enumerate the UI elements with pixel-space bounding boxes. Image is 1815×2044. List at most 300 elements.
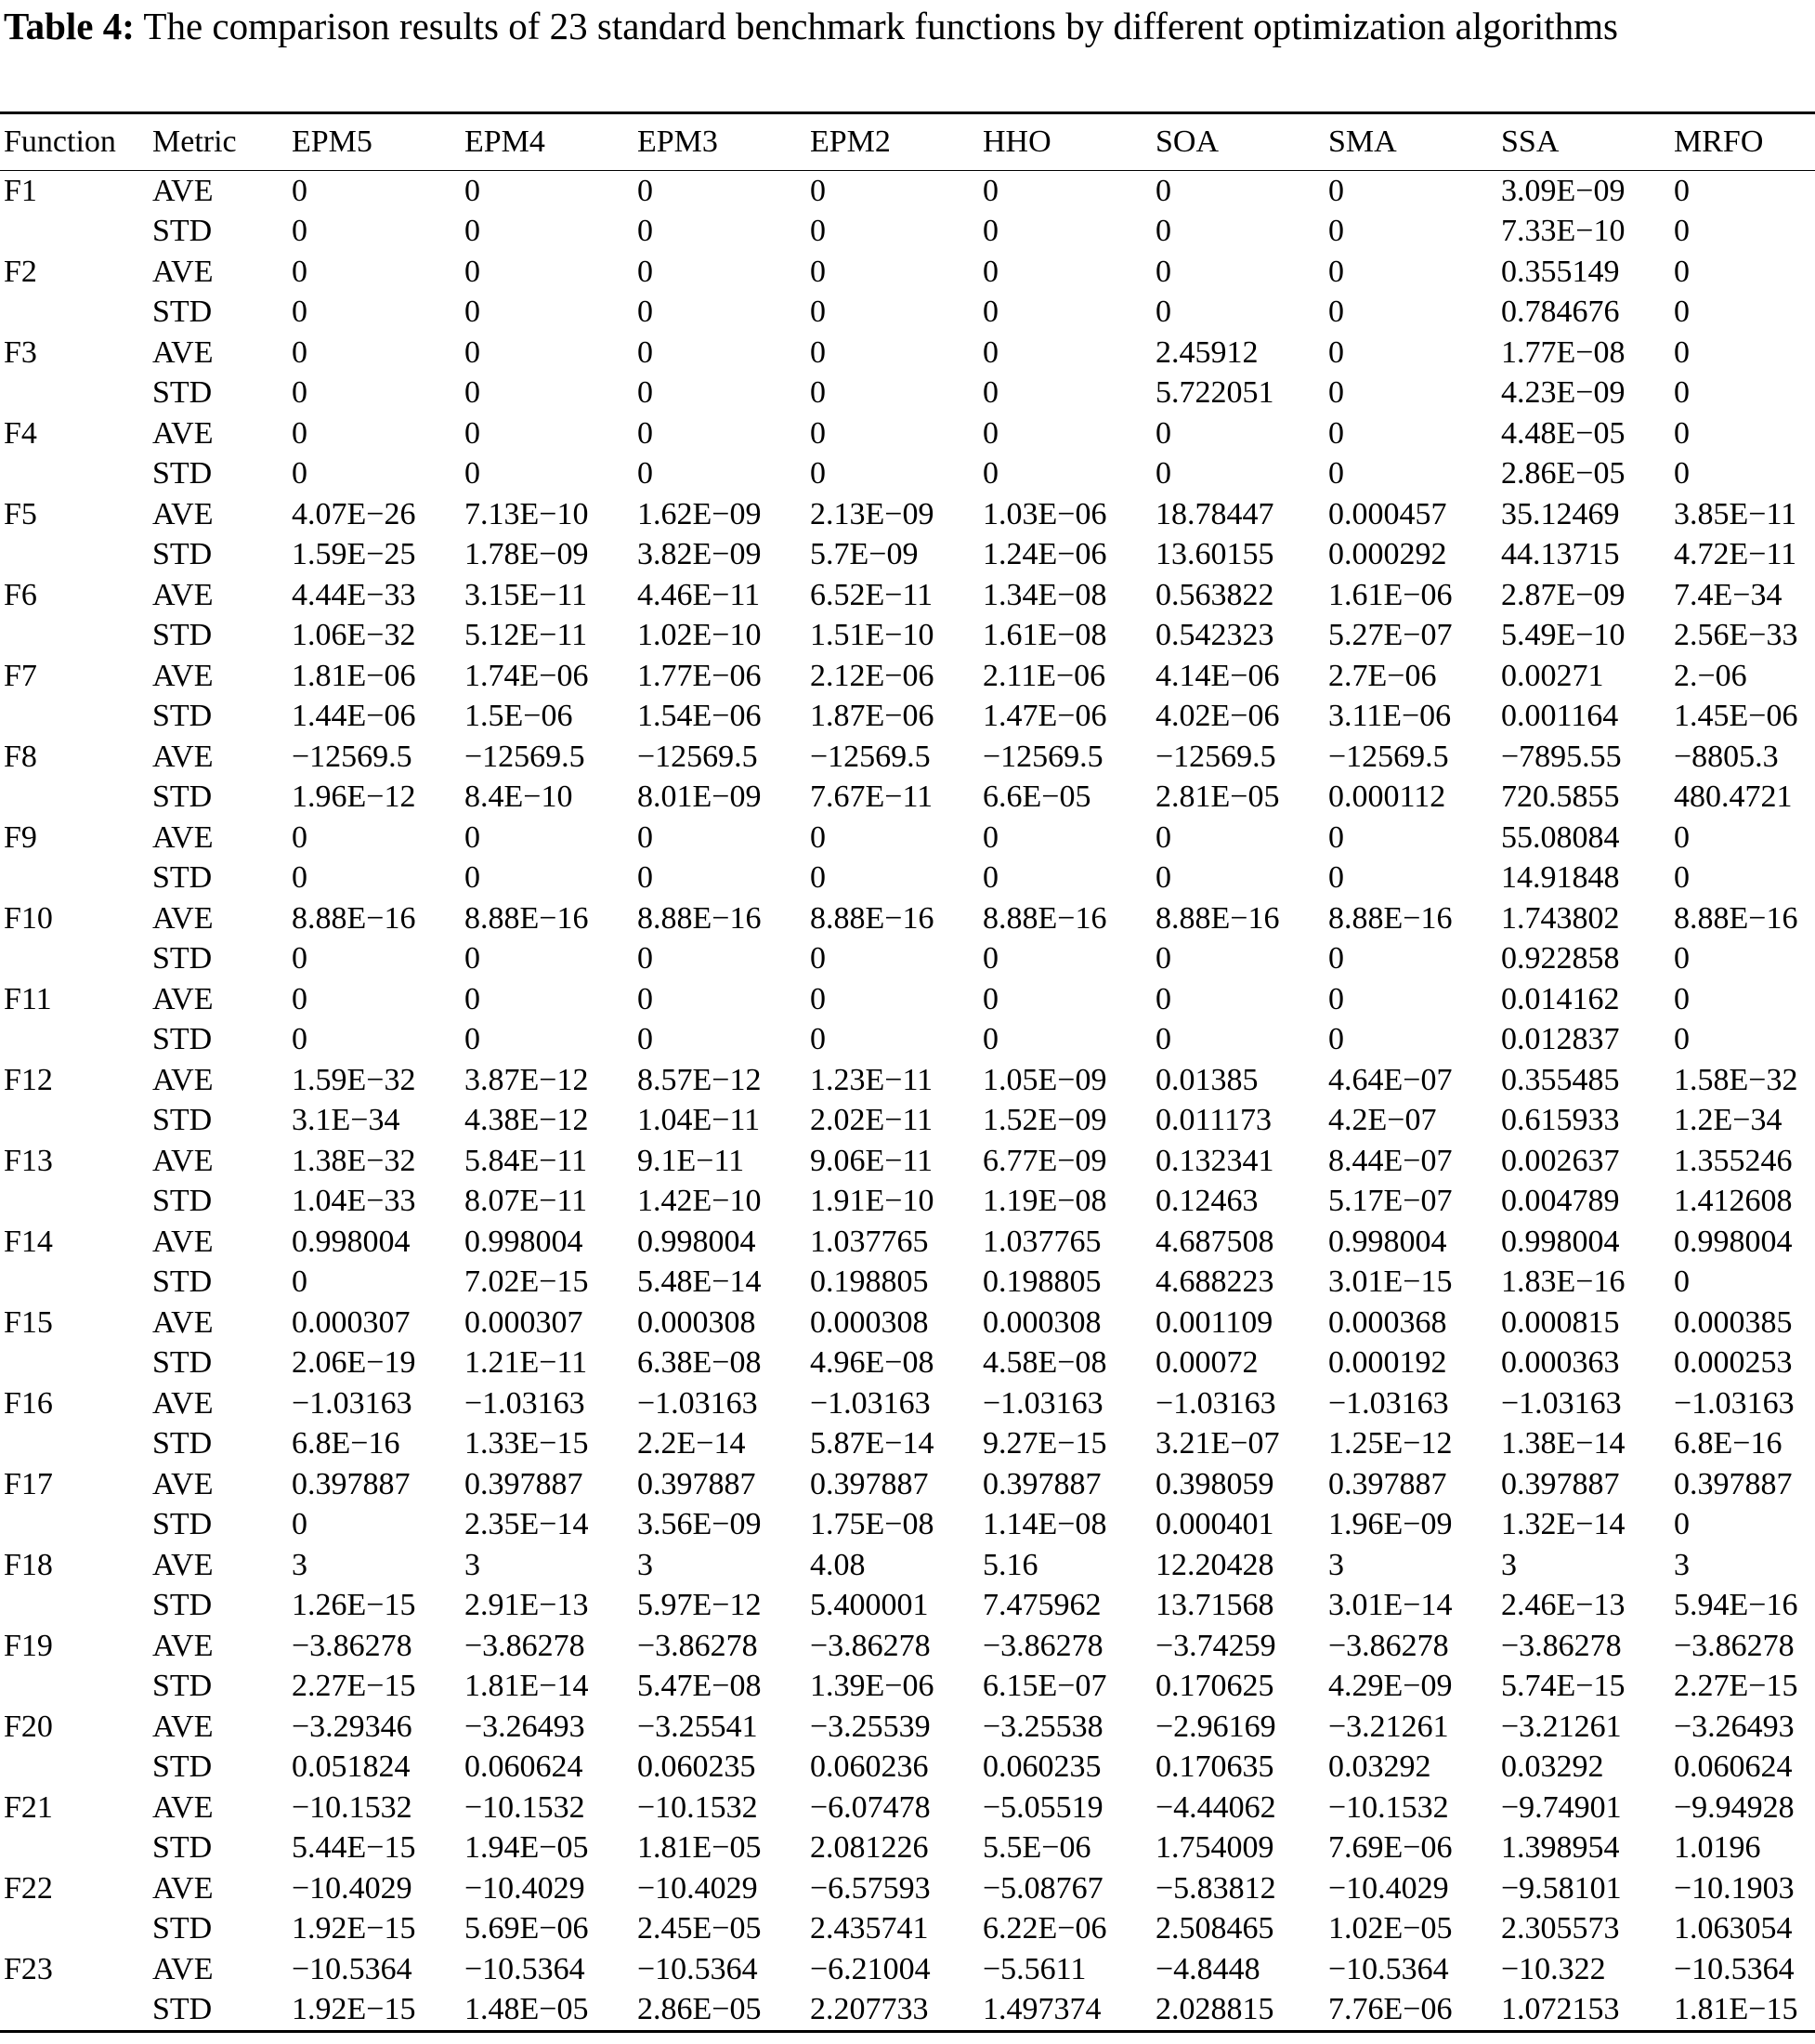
value-cell: 0.784676 — [1501, 295, 1620, 330]
value-cell: 0 — [1674, 1507, 1690, 1542]
value-cell: 5.49E−10 — [1501, 618, 1626, 653]
value-cell: 6.38E−08 — [637, 1345, 762, 1381]
value-cell: 5.12E−11 — [464, 618, 588, 653]
value-cell: 0 — [983, 860, 999, 896]
metric-cell: AVE — [152, 173, 214, 208]
table-row — [0, 494, 1815, 535]
value-cell: 0 — [1328, 1022, 1344, 1057]
value-cell: 0 — [1674, 456, 1690, 491]
table-row — [0, 1949, 1815, 1990]
value-cell: 2.27E−15 — [292, 1669, 416, 1704]
value-cell: 0.998004 — [292, 1224, 411, 1259]
value-cell: 4.58E−08 — [983, 1345, 1107, 1381]
value-cell: 3 — [1674, 1547, 1690, 1582]
value-cell: 2.46E−13 — [1501, 1588, 1626, 1623]
value-cell: 1.77E−08 — [1501, 334, 1626, 370]
table-row — [0, 252, 1815, 293]
function-name-cell: F20 — [4, 1709, 53, 1744]
value-cell: 3.09E−09 — [1501, 173, 1626, 208]
function-name-cell: F1 — [4, 173, 37, 208]
results-table — [0, 111, 1815, 2033]
table-row — [0, 1990, 1815, 2032]
table-row — [0, 1424, 1815, 1465]
value-cell: 0 — [292, 860, 307, 896]
value-cell: 0.397887 — [983, 1466, 1102, 1501]
value-cell: 1.25E−12 — [1328, 1426, 1453, 1461]
value-cell: 0 — [1156, 1022, 1171, 1057]
table-row — [0, 413, 1815, 454]
table-row — [0, 293, 1815, 334]
metric-cell: STD — [152, 1588, 213, 1623]
value-cell: 2.11E−06 — [983, 658, 1106, 693]
value-cell: 3.01E−15 — [1328, 1264, 1453, 1300]
value-cell: −3.21261 — [1328, 1709, 1449, 1744]
value-cell: 0 — [983, 981, 999, 1016]
metric-cell: STD — [152, 860, 213, 896]
table-row — [0, 1464, 1815, 1505]
table-row — [0, 212, 1815, 253]
value-cell: 3.1E−34 — [292, 1103, 400, 1138]
value-cell: 1.94E−05 — [464, 1830, 589, 1866]
table-row — [0, 979, 1815, 1020]
value-cell: 0.060235 — [637, 1749, 756, 1785]
function-name-cell — [0, 939, 149, 980]
value-cell: −5.05519 — [983, 1789, 1103, 1825]
value-cell: 0 — [637, 295, 653, 330]
value-cell: −10.1903 — [1674, 1870, 1795, 1906]
value-cell: 0 — [292, 981, 307, 1016]
value-cell: −3.86278 — [983, 1628, 1103, 1663]
value-cell: 3.01E−14 — [1328, 1588, 1453, 1623]
value-cell: 1.743802 — [1501, 900, 1620, 936]
value-cell: 0 — [1156, 456, 1171, 491]
value-cell: −6.07478 — [810, 1789, 931, 1825]
value-cell: 0 — [983, 941, 999, 976]
metric-cell: AVE — [152, 739, 214, 774]
value-cell: 0 — [1674, 941, 1690, 976]
value-cell: 1.44E−06 — [292, 699, 416, 734]
value-cell: 5.84E−11 — [464, 1143, 588, 1178]
table-row — [0, 1586, 1815, 1627]
value-cell: 14.91848 — [1501, 860, 1620, 896]
value-cell: 2.508465 — [1156, 1911, 1274, 1946]
value-cell: 1.037765 — [810, 1224, 929, 1259]
value-cell: 2.081226 — [810, 1830, 929, 1866]
value-cell: −1.03163 — [810, 1385, 931, 1421]
value-cell: −10.4029 — [464, 1870, 585, 1906]
value-cell: −10.1532 — [292, 1789, 412, 1825]
value-cell: −3.25539 — [810, 1709, 931, 1744]
metric-cell: STD — [152, 1184, 213, 1219]
value-cell: 4.2E−07 — [1328, 1103, 1437, 1138]
value-cell: 0 — [637, 456, 653, 491]
value-cell: −1.03163 — [1156, 1385, 1276, 1421]
value-cell: 8.57E−12 — [637, 1062, 762, 1097]
value-cell: −10.1532 — [637, 1789, 758, 1825]
value-cell: 0.011173 — [1156, 1103, 1272, 1138]
value-cell: 1.81E−06 — [292, 658, 416, 693]
value-cell: 0 — [292, 456, 307, 491]
value-cell: 2.435741 — [810, 1911, 929, 1946]
value-cell: 0 — [292, 375, 307, 411]
value-cell: 1.62E−09 — [637, 496, 762, 531]
value-cell: −5.83812 — [1156, 1870, 1276, 1906]
value-cell: −3.25538 — [983, 1709, 1103, 1744]
value-cell: 0 — [464, 860, 480, 896]
metric-cell: STD — [152, 1669, 213, 1704]
value-cell: 0.01385 — [1156, 1062, 1259, 1097]
value-cell: 0 — [637, 819, 653, 855]
value-cell: 5.47E−08 — [637, 1669, 762, 1704]
value-cell: 4.38E−12 — [464, 1103, 589, 1138]
value-cell: 4.687508 — [1156, 1224, 1274, 1259]
function-name-cell — [0, 293, 149, 334]
value-cell: 0 — [810, 415, 826, 451]
metric-cell: STD — [152, 1507, 213, 1542]
function-name-cell — [0, 1182, 149, 1223]
value-cell: 1.96E−09 — [1328, 1507, 1453, 1542]
value-cell: 0 — [1328, 456, 1344, 491]
value-cell: 0 — [1156, 415, 1171, 451]
value-cell: 7.02E−15 — [464, 1264, 589, 1300]
value-cell: 6.52E−11 — [810, 577, 934, 612]
metric-cell: AVE — [152, 334, 214, 370]
value-cell: 8.4E−10 — [464, 780, 573, 815]
value-cell: 0 — [810, 456, 826, 491]
value-cell: −10.1532 — [1328, 1789, 1449, 1825]
value-cell: 1.04E−33 — [292, 1184, 416, 1219]
value-cell: 0 — [292, 254, 307, 289]
value-cell: 0.000308 — [637, 1304, 756, 1340]
value-cell: 0 — [292, 295, 307, 330]
value-cell: 0.397887 — [1501, 1466, 1620, 1501]
metric-cell: STD — [152, 1022, 213, 1057]
value-cell: 0 — [1156, 819, 1171, 855]
value-cell: 0 — [1156, 981, 1171, 1016]
value-cell: 5.7E−09 — [810, 537, 919, 572]
function-name-cell: F12 — [4, 1062, 53, 1097]
value-cell: 0.170625 — [1156, 1669, 1274, 1704]
function-name-cell — [0, 1748, 149, 1788]
value-cell: −10.1532 — [464, 1789, 585, 1825]
table-row — [0, 778, 1815, 819]
value-cell: 2.2E−14 — [637, 1426, 746, 1461]
value-cell: 0.615933 — [1501, 1103, 1620, 1138]
value-cell: 2.81E−05 — [1156, 780, 1280, 815]
value-cell: 35.12469 — [1501, 496, 1620, 531]
value-cell: 2.06E−19 — [292, 1345, 416, 1381]
value-cell: 4.46E−11 — [637, 577, 761, 612]
value-cell: 5.16 — [983, 1547, 1038, 1582]
value-cell: 5.17E−07 — [1328, 1184, 1453, 1219]
column-header: EPM4 — [461, 113, 633, 171]
function-name-cell: F5 — [4, 496, 37, 531]
value-cell: −6.57593 — [810, 1870, 931, 1906]
value-cell: 0 — [983, 254, 999, 289]
value-cell: 0 — [1674, 173, 1690, 208]
value-cell: −10.322 — [1501, 1951, 1606, 1986]
function-name-cell: F8 — [4, 739, 37, 774]
metric-cell: STD — [152, 295, 213, 330]
value-cell: 1.072153 — [1497, 1990, 1670, 2032]
value-cell: 0 — [810, 214, 826, 249]
value-cell: 7.76E−06 — [1325, 1990, 1497, 2032]
value-cell: 1.38E−14 — [1501, 1426, 1626, 1461]
value-cell: 8.44E−07 — [1328, 1143, 1453, 1178]
value-cell: 3.82E−09 — [637, 537, 762, 572]
metric-cell: AVE — [152, 1385, 214, 1421]
metric-cell: AVE — [152, 1547, 214, 1582]
value-cell: 0 — [1156, 214, 1171, 249]
function-name-cell: F4 — [4, 415, 37, 451]
value-cell: 4.14E−06 — [1156, 658, 1280, 693]
value-cell: 8.88E−16 — [1156, 900, 1280, 936]
metric-cell: AVE — [152, 981, 214, 1016]
value-cell: 1.58E−32 — [1674, 1062, 1798, 1097]
value-cell: 0.998004 — [1328, 1224, 1447, 1259]
value-cell: 0 — [810, 375, 826, 411]
value-cell: 0.12463 — [1156, 1184, 1259, 1219]
value-cell: 0.397887 — [1328, 1466, 1447, 1501]
value-cell: −10.5364 — [637, 1951, 758, 1986]
value-cell: 0.998004 — [464, 1224, 583, 1259]
value-cell: 1.59E−25 — [292, 537, 416, 572]
value-cell: 0 — [637, 1022, 653, 1057]
value-cell: −5.08767 — [983, 1870, 1103, 1906]
value-cell: 8.88E−16 — [810, 900, 934, 936]
value-cell: 7.4E−34 — [1674, 577, 1782, 612]
value-cell: 2.305573 — [1501, 1911, 1620, 1946]
value-cell: 3 — [1328, 1547, 1344, 1582]
function-name-cell — [0, 1828, 149, 1869]
value-cell: −3.86278 — [1328, 1628, 1449, 1663]
value-cell: 0 — [637, 334, 653, 370]
value-cell: −3.86278 — [637, 1628, 758, 1663]
value-cell: −8805.3 — [1674, 739, 1779, 774]
function-name-cell: F9 — [4, 819, 37, 855]
value-cell: −2.96169 — [1156, 1709, 1276, 1744]
column-header: SMA — [1325, 113, 1497, 171]
function-name-cell — [0, 535, 149, 576]
value-cell: 3.85E−11 — [1674, 496, 1797, 531]
value-cell: 5.722051 — [1156, 375, 1274, 411]
value-cell: 0 — [1156, 254, 1171, 289]
metric-cell: STD — [149, 1990, 288, 2032]
metric-cell: AVE — [152, 1062, 214, 1097]
value-cell: 1.61E−08 — [983, 618, 1107, 653]
value-cell: 0 — [1328, 214, 1344, 249]
value-cell: 9.06E−11 — [810, 1143, 934, 1178]
value-cell: −3.26493 — [1674, 1709, 1795, 1744]
function-name-cell: F22 — [4, 1870, 53, 1906]
value-cell: 1.51E−10 — [810, 618, 934, 653]
value-cell: 0.397887 — [292, 1466, 411, 1501]
column-header: EPM5 — [288, 113, 461, 171]
function-name-cell: F18 — [4, 1547, 53, 1582]
value-cell: −1.03163 — [983, 1385, 1103, 1421]
value-cell: 1.81E−15 — [1670, 1990, 1815, 2032]
metric-cell: STD — [152, 618, 213, 653]
value-cell: 4.96E−08 — [810, 1345, 934, 1381]
metric-cell: STD — [152, 780, 213, 815]
value-cell: 6.77E−09 — [983, 1143, 1107, 1178]
value-cell: 0 — [464, 295, 480, 330]
table-row — [0, 616, 1815, 657]
value-cell: 0.563822 — [1156, 577, 1274, 612]
value-cell: −1.03163 — [464, 1385, 585, 1421]
value-cell: 6.8E−16 — [1674, 1426, 1782, 1461]
value-cell: −1.03163 — [292, 1385, 412, 1421]
value-cell: 0 — [464, 334, 480, 370]
value-cell: 2.13E−09 — [810, 496, 934, 531]
value-cell: −1.03163 — [637, 1385, 758, 1421]
value-cell: −1.03163 — [1674, 1385, 1795, 1421]
value-cell: 6.6E−05 — [983, 780, 1091, 815]
value-cell: 0 — [292, 1264, 307, 1300]
metric-cell: AVE — [152, 819, 214, 855]
value-cell: 480.4721 — [1674, 780, 1793, 815]
value-cell: 0 — [1328, 334, 1344, 370]
value-cell: −9.94928 — [1674, 1789, 1795, 1825]
value-cell: 1.0196 — [1674, 1830, 1761, 1866]
value-cell: 1.47E−06 — [983, 699, 1107, 734]
value-cell: 1.037765 — [983, 1224, 1102, 1259]
table-row — [0, 454, 1815, 495]
value-cell: 2.56E−33 — [1674, 618, 1798, 653]
metric-cell: AVE — [152, 1304, 214, 1340]
column-header: SSA — [1497, 113, 1670, 171]
metric-cell: AVE — [152, 1224, 214, 1259]
value-cell: 1.23E−11 — [810, 1062, 934, 1097]
function-name-cell: F2 — [4, 254, 37, 289]
value-cell: 0.000192 — [1328, 1345, 1447, 1381]
value-cell: 0 — [637, 860, 653, 896]
value-cell: −10.5364 — [464, 1951, 585, 1986]
value-cell: 0.004789 — [1501, 1184, 1620, 1219]
value-cell: 0 — [1328, 819, 1344, 855]
value-cell: 2.028815 — [1152, 1990, 1325, 2032]
value-cell: 0 — [810, 173, 826, 208]
value-cell: 0 — [464, 819, 480, 855]
metric-cell: AVE — [152, 1951, 214, 1986]
value-cell: −3.86278 — [292, 1628, 412, 1663]
function-name-cell: F6 — [4, 577, 37, 612]
value-cell: 0.000308 — [983, 1304, 1102, 1340]
value-cell: 0.000308 — [810, 1304, 929, 1340]
column-header: EPM2 — [806, 113, 979, 171]
value-cell: 0.00072 — [1156, 1345, 1259, 1381]
value-cell: 5.94E−16 — [1674, 1588, 1798, 1623]
value-cell: 1.412608 — [1674, 1184, 1793, 1219]
value-cell: 0.001164 — [1501, 699, 1619, 734]
function-name-cell — [0, 858, 149, 899]
table-row — [0, 697, 1815, 738]
function-name-cell — [0, 1909, 149, 1950]
function-name-cell: F15 — [4, 1304, 53, 1340]
value-cell: 4.07E−26 — [292, 496, 416, 531]
metric-cell: AVE — [152, 1709, 214, 1744]
table-row — [0, 858, 1815, 899]
value-cell: 0.922858 — [1501, 941, 1620, 976]
value-cell: −10.4029 — [1328, 1870, 1449, 1906]
value-cell: 0 — [983, 334, 999, 370]
value-cell: 1.96E−12 — [292, 780, 416, 815]
value-cell: 2.207733 — [806, 1990, 979, 2032]
value-cell: 2.−06 — [1674, 658, 1747, 693]
value-cell: 1.77E−06 — [637, 658, 762, 693]
function-name-cell: F19 — [4, 1628, 53, 1663]
value-cell: 1.2E−34 — [1674, 1103, 1782, 1138]
value-cell: 4.23E−09 — [1501, 375, 1626, 411]
value-cell: 1.54E−06 — [637, 699, 762, 734]
value-cell: 2.12E−06 — [810, 658, 934, 693]
value-cell: 0 — [983, 375, 999, 411]
value-cell: 0 — [637, 173, 653, 208]
metric-cell: AVE — [152, 415, 214, 451]
function-name-cell: F21 — [4, 1789, 53, 1825]
metric-cell: STD — [152, 1830, 213, 1866]
value-cell: 0 — [637, 214, 653, 249]
value-cell: 7.13E−10 — [464, 496, 589, 531]
value-cell: 1.14E−08 — [983, 1507, 1107, 1542]
value-cell: 0 — [1156, 295, 1171, 330]
value-cell: 8.88E−16 — [464, 900, 589, 936]
value-cell: 7.33E−10 — [1501, 214, 1626, 249]
table-caption-label: Table 4: — [4, 5, 135, 47]
table-row — [0, 1748, 1815, 1788]
table-row — [0, 1788, 1815, 1828]
value-cell: 8.07E−11 — [464, 1184, 588, 1219]
value-cell: 0.132341 — [1156, 1143, 1274, 1178]
value-cell: 1.81E−05 — [637, 1830, 762, 1866]
value-cell: −12569.5 — [1328, 739, 1449, 774]
table-body — [0, 171, 1815, 2032]
value-cell: 0.03292 — [1328, 1749, 1431, 1785]
value-cell: −7895.55 — [1501, 739, 1622, 774]
value-cell: 0 — [637, 254, 653, 289]
metric-cell: AVE — [152, 900, 214, 936]
metric-cell: AVE — [152, 658, 214, 693]
value-cell: 8.88E−16 — [292, 900, 416, 936]
value-cell: 1.48E−05 — [461, 1990, 633, 2032]
value-cell: 0.001109 — [1156, 1304, 1273, 1340]
value-cell: 1.497374 — [979, 1990, 1152, 2032]
value-cell: 0.060235 — [983, 1749, 1102, 1785]
metric-cell: STD — [152, 941, 213, 976]
value-cell: −1.03163 — [1501, 1385, 1622, 1421]
value-cell: 0.060236 — [810, 1749, 929, 1785]
value-cell: 0 — [292, 1507, 307, 1542]
value-cell: 1.92E−15 — [288, 1990, 461, 2032]
value-cell: 0.014162 — [1501, 981, 1620, 1016]
value-cell: 0 — [983, 456, 999, 491]
value-cell: −3.21261 — [1501, 1709, 1622, 1744]
value-cell: 8.01E−09 — [637, 780, 762, 815]
value-cell: 1.59E−32 — [292, 1062, 416, 1097]
function-name-cell — [0, 1505, 149, 1546]
value-cell: 0 — [1674, 981, 1690, 1016]
value-cell: −9.74901 — [1501, 1789, 1622, 1825]
value-cell: 0 — [464, 375, 480, 411]
value-cell: 0.000457 — [1328, 496, 1447, 531]
value-cell: 2.7E−06 — [1328, 658, 1437, 693]
value-cell: −10.5364 — [292, 1951, 412, 1986]
value-cell: 0.000292 — [1328, 537, 1447, 572]
function-name-cell — [0, 373, 149, 414]
value-cell: 0 — [983, 295, 999, 330]
metric-cell: STD — [152, 1911, 213, 1946]
value-cell: 9.1E−11 — [637, 1143, 745, 1178]
